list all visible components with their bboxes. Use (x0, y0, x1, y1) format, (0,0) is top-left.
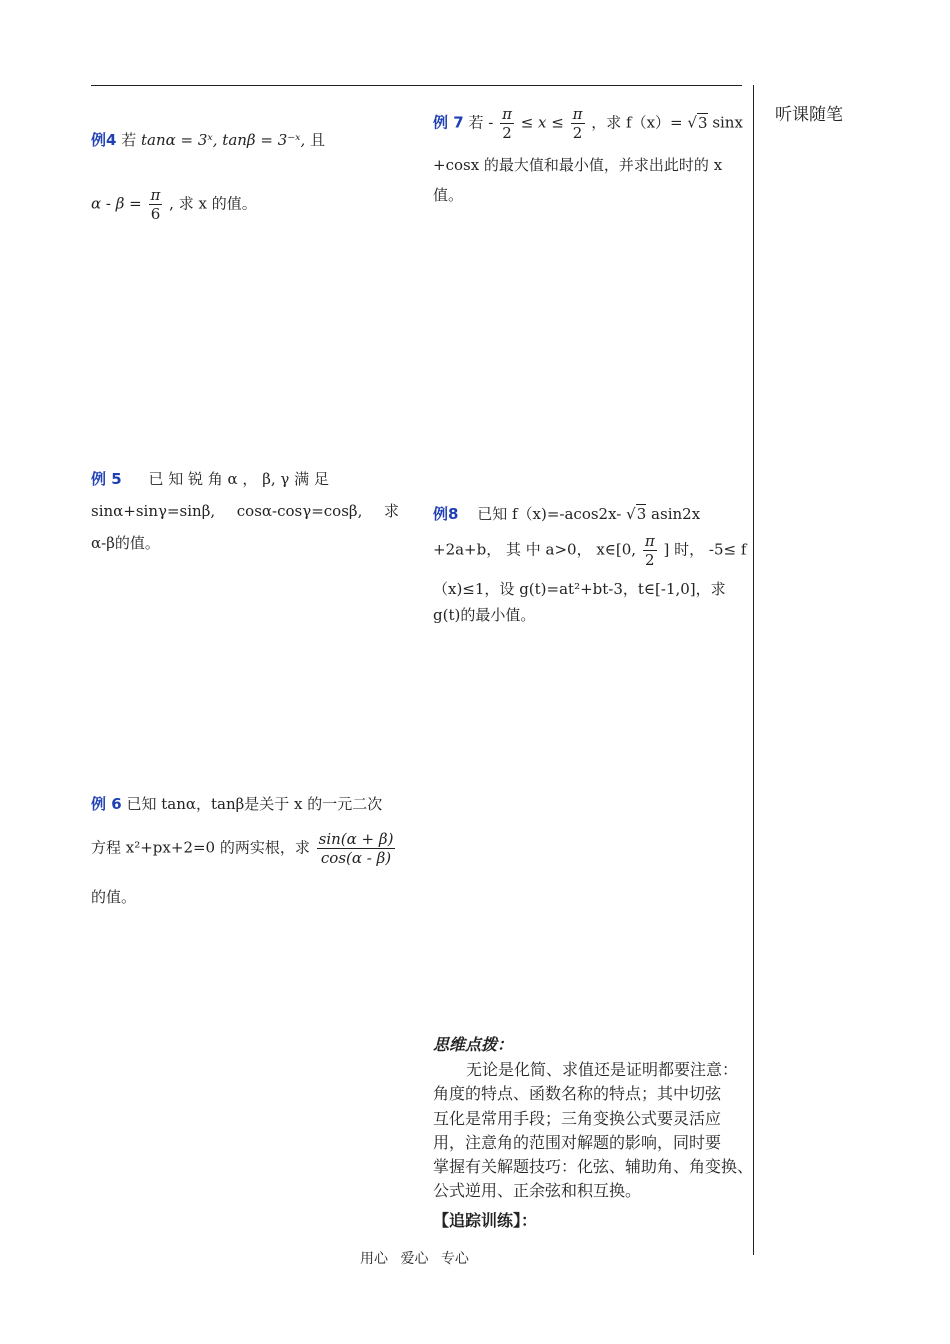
fraction-denominator: 6 (150, 205, 161, 223)
tips-title: 思维点拨： (433, 1035, 514, 1054)
example-5-sin-relation: sinα+sinγ=sinβ, (91, 502, 216, 520)
fraction-numerator: π (572, 105, 583, 123)
example-8-text-1: 已知 f（x)=-acos2x- (477, 505, 622, 523)
example-6-line-3: 的值。 (91, 888, 137, 906)
example-6-line-1 (91, 795, 382, 813)
example-7-sinx: sinx (712, 113, 743, 132)
fraction-numerator: π (150, 186, 161, 204)
tips-line: 无论是化简、求值还是证明都要注意： (466, 1060, 739, 1079)
example-4-condition: tanα = 3ˣ, tanβ = 3⁻ˣ, (141, 131, 306, 149)
example-7-function: ，求 f（x）= (591, 113, 683, 132)
example-6-fraction (317, 830, 396, 867)
example-7-prefix: 若 - (468, 113, 494, 132)
example-7-lower-fraction (500, 105, 514, 142)
example-5-label: 例 5 (91, 470, 122, 488)
sqrt-radicand: 3 (697, 113, 708, 132)
example-5-ask: 求 (383, 502, 399, 520)
example-4-label: 例4 (91, 131, 117, 149)
tips-line: 角度的特点、函数名称的特点；其中切弦 (433, 1084, 722, 1104)
sqrt-radicand: 3 (636, 505, 647, 523)
fraction-denominator: 2 (572, 124, 583, 142)
page-footer: 用心 爱心 专心 (360, 1251, 469, 1267)
example-4-fraction (149, 186, 163, 223)
tips-line: 用，注意角的范围对解题的影响，同时要 (433, 1132, 722, 1152)
fraction-denominator: 2 (645, 551, 655, 569)
example-7-upper-fraction (571, 105, 585, 142)
sqrt-symbol: √3 (687, 113, 708, 132)
example-8-text-3: ] 时， -5≤ f (663, 540, 747, 559)
fraction-numerator: sin(α + β) (318, 830, 394, 848)
fraction-denominator: 2 (502, 124, 512, 142)
example-4-suffix: 且 (310, 131, 326, 149)
example-5-line-1 (91, 470, 399, 488)
example-8-fraction (643, 532, 657, 569)
example-8-line-1 (433, 505, 700, 523)
example-6-line-2 (91, 830, 397, 867)
fraction-numerator: π (502, 105, 512, 123)
example-4-difference: α - β = (91, 194, 142, 213)
example-4-prefix: 若 (121, 131, 137, 149)
top-rule (91, 85, 742, 86)
fraction-numerator: π (644, 532, 655, 550)
notes-column-title: 听课随笔 (775, 105, 843, 125)
example-7-range: ≤ x ≤ (520, 113, 564, 132)
example-5-line-2 (91, 502, 399, 520)
sqrt-symbol: √3 (626, 505, 647, 523)
example-8-label: 例8 (433, 505, 459, 523)
example-8-line-3: （x)≤1，设 g(t)=at²+bt-3，t∈[-1,0]，求 (433, 580, 726, 598)
example-5-cos-relation: cosα-cosγ=cosβ, (236, 502, 363, 520)
example-8-line-4: g(t)的最小值。 (433, 606, 536, 624)
tips-body (433, 1058, 754, 1204)
example-5-text-1: 已 知 锐 角 α ， β, γ 满 足 (148, 470, 329, 488)
example-5-line-3: α-β的值。 (91, 534, 160, 552)
example-8-text-2: +2a+b， 其 中 a>0， x∈[0, (433, 540, 637, 559)
example-4-question: , 求 x 的值。 (169, 194, 257, 213)
example-7-line-3: 值。 (433, 186, 464, 204)
notes-column-divider (753, 85, 754, 1255)
example-7-label: 例 7 (433, 113, 464, 132)
example-6-text-1: 已知 tanα，tanβ是关于 x 的一元二次 (126, 795, 383, 813)
example-6-text-2: 方程 x²+px+2=0 的两实根，求 (91, 838, 310, 857)
tracking-training-title: 【追踪训练】： (433, 1211, 538, 1230)
example-6-label: 例 6 (91, 795, 122, 813)
tips-line: 掌握有关解题技巧：化弦、辅助角、角变换、 (433, 1157, 754, 1177)
example-7-line-2: +cosx 的最大值和最小值，并求出此时的 x (433, 156, 723, 174)
tips-line: 公式逆用、正余弦和积互换。 (433, 1181, 642, 1201)
example-8-line-2 (433, 532, 746, 569)
example-4-line-2 (91, 186, 257, 223)
fraction-denominator: cos(α - β) (320, 849, 392, 867)
example-4-line-1 (91, 131, 325, 149)
example-7-line-1 (433, 105, 743, 142)
example-8-asin: asin2x (651, 505, 701, 523)
tips-line: 互化是常用手段；三角变换公式要灵活应 (433, 1108, 722, 1128)
